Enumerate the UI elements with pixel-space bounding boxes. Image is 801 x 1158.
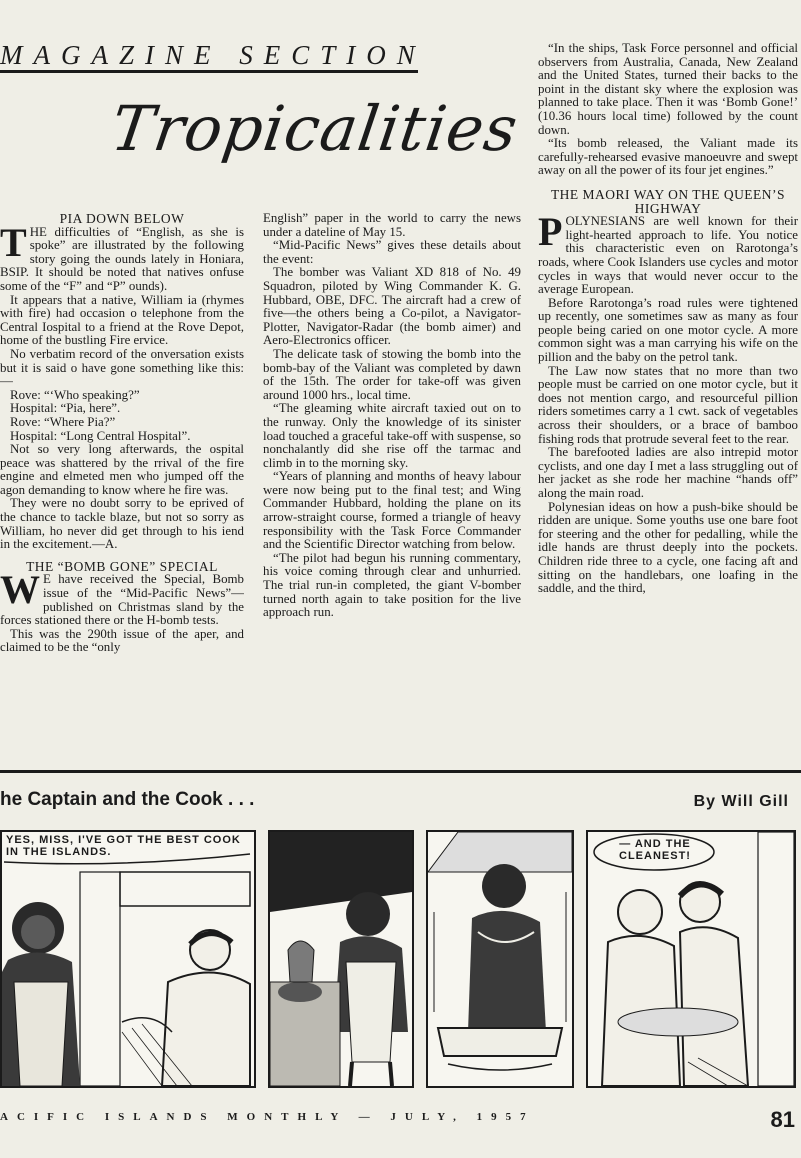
comic-panel-3 <box>426 830 574 1088</box>
paragraph: Rove: “‘Who speaking?” <box>10 387 140 402</box>
paragraph: Rove: “Where Pia?” <box>10 414 116 429</box>
paragraph: The bomber was Valiant XD 818 of No. 49 Squadron, piloted by Wing Commander K. G. Hubbard, OBE, DFC. The aircraft had a crew of five—the others being a Co-pilot, a Navigator-Plotter, Navigator-Radar (the bomb aimer) and Aero-Electronics officer. <box>263 265 521 348</box>
comic-illustration-cook-in-kitchen <box>270 832 412 1086</box>
paragraph: POLYNESIANS are well known for their light-hearted approach to life. You notice this characteristic even on Rarotonga’s roads, where Cook Islanders use cycles and motor cycles in ways that would never occur to the average European. <box>538 209 798 297</box>
page-number: 81 <box>770 1107 795 1132</box>
paragraph: Before Rarotonga’s road rules were tightened up recently, one sometimes saw as many as four people being caried on one motor cycle. A more common sight was a man carrying his wife on the pillion and the baby on the petrol tank. <box>538 295 798 365</box>
drop-cap: T <box>0 219 27 265</box>
paragraph: No verbatim record of the onversation exists but it is said o have gone something like this:— <box>0 346 244 389</box>
column-1 <box>0 212 244 769</box>
speech-bubble: — AND THE CLEANEST! <box>619 838 691 862</box>
page-footer-publication: ACIFIC ISLANDS MONTHLY — JULY, 1957 <box>0 1111 535 1123</box>
comic-panel-1 <box>0 830 256 1088</box>
comic-illustration-guests-reacting <box>588 832 794 1086</box>
drop-cap: W <box>0 567 40 613</box>
paragraph: “Its bomb released, the Valiant made its carefully-rehearsed evasive manoeuvre and swept away on all the power of its four jet engines.” <box>538 136 798 178</box>
paragraph: The Law now states that no more than two people must be carried on one motor cycle, but it does not mention cargo, and resourceful pillion riders sometimes carry a 1 cwt. sack of vegetables across their shoulders, or a brace of bamboo fishing rods that protrude several feet to the rear. <box>538 363 798 446</box>
comic-strip-title: he Captain and the Cook . . . <box>0 789 255 810</box>
masthead-rule <box>0 70 418 73</box>
paragraph: Polynesian ideas on how a push-bike should be ridden are unique. Some youths use one bare foot for steering and the other for pedalling, while the idle hands are thrust deeply into the pockets. Children ride three to a cycle, one facing aft and sitting on the handlebars, one loafing in the saddle, and the third, <box>538 499 798 596</box>
column-2 <box>263 212 521 769</box>
speech-bubble: YES, MISS, I'VE GOT THE BEST COOK IN THE ISLANDS. <box>6 834 241 858</box>
paragraph: “Years of planning and months of heavy labour were now being put to the final test; and Wing Commander Hubbard, holding the plane on its arrow-straight course, formed a triangle of heavy responsibility with the Task Force Commander and the Scientific Director watching from below. <box>263 469 521 552</box>
drop-cap: P <box>538 209 563 255</box>
column-3 <box>538 42 798 769</box>
comic-strip-author: By Will Gill <box>693 793 789 810</box>
comic-panel-2 <box>268 830 414 1088</box>
paragraph: THE difficulties of “English, as she is spoke” are illustrated by the following story going the ounds lately in Honiara, BSIP. It should be noted that natives onfuse some of the “F” and “P” ounds). <box>0 219 244 293</box>
paragraph: Hospital: “Pia, here”. <box>10 401 121 416</box>
section-heading: THE MAORI WAY ON THE QUEEN’S HIGHWAY <box>550 186 786 216</box>
section-heading: THE “BOMB GONE” SPECIAL <box>26 558 218 574</box>
paragraph: W E have received the Special, Bomb issue of the “Mid-Pacific News”—published on Christmas sland by the forces stationed there or the H-bomb tests. <box>0 567 244 628</box>
paragraph: Hospital: “Long Central Hospital”. <box>10 428 191 443</box>
paragraph: Not so very long afterwards, the ospital peace was shattered by the rrival of the fire engine and elmeted men who jumped off the agon demanding to know where he fire was. <box>0 442 244 497</box>
paragraph: The delicate task of stowing the bomb into the bomb-bay of the Valiant was completed by dawn of the 15th. The order for take-off was given around 1000 hrs., local time. <box>263 346 521 402</box>
comic-illustration-captain-and-cook <box>2 832 254 1086</box>
paragraph: “The pilot had begun his running commentary, his voice coming through clear and unhurried. The trial run-in completed, the giant V-bomber turned north again to take position for the live approach run. <box>263 550 521 620</box>
paragraph: English” paper in the world to carry the news under a dateline of May 15. <box>263 212 521 239</box>
paragraph: They were no doubt sorry to be eprived of the chance to tackle blaze, but not so sorry as William, ho never did get through to his iend in the excitement.—A. <box>0 496 244 552</box>
paragraph: It appears that a native, William ia (rhymes with fire) had occasion o telephone from the Central Iospital to a friend at the Rove Depot, home of the bustling Fire ervice. <box>0 292 244 348</box>
paragraph: “The gleaming white aircraft taxied out on to the runway. Only the knowledge of its sinister load touched a graceful take-off with suspense, so nonchalantly did she rise off the tarmac and climb in to the morning sky. <box>263 401 521 470</box>
comic-illustration-cook-bathing <box>428 832 572 1086</box>
paragraph: This was the 290th issue of the aper, and claimed to be the “only <box>0 626 244 655</box>
magazine-section-masthead: MAGAZINE SECTION <box>0 40 426 70</box>
paragraph: The barefooted ladies are also intrepid motor cyclists, and one day I met a lass struggling out of her jacket as she rode her machine “hands off” along the main road. <box>538 445 798 500</box>
paragraph: “In the ships, Task Force personnel and official observers from Australia, Canada, New Zealand and the United States, turned their backs to the point in the distant sky where the explosion was planned to take place. Then it was ‘Bomb Gone!’ (10.36 hours local time) followed by the count down. <box>538 42 798 137</box>
section-heading: PIA DOWN BELOW <box>59 212 185 226</box>
comic-divider-rule <box>0 770 801 773</box>
paragraph: “Mid-Pacific News” gives these details about the event: <box>263 238 521 266</box>
page-title: Tropicalities <box>106 92 523 165</box>
comic-panel-4 <box>586 830 796 1088</box>
